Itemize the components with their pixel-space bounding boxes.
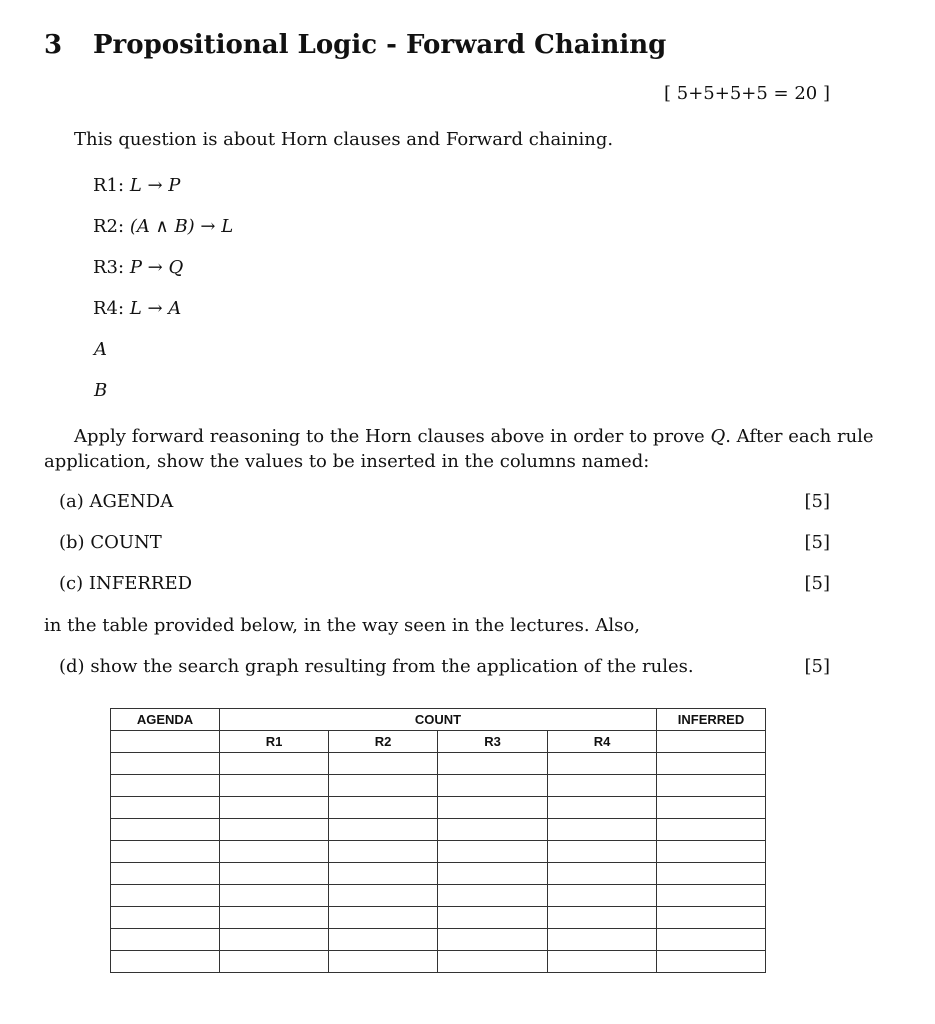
clause-expression: L → A bbox=[129, 298, 182, 319]
cell-agenda[interactable] bbox=[111, 819, 220, 841]
cell-agenda[interactable] bbox=[111, 907, 220, 929]
cell-agenda[interactable] bbox=[111, 797, 220, 819]
cell-r4[interactable] bbox=[548, 885, 657, 907]
table-row bbox=[111, 929, 766, 951]
forward-chaining-table bbox=[110, 708, 766, 973]
cell-r3[interactable] bbox=[438, 929, 548, 951]
part-c bbox=[59, 573, 192, 594]
table-row bbox=[111, 863, 766, 885]
cell-inferred[interactable] bbox=[657, 841, 766, 863]
cell-r1[interactable] bbox=[220, 775, 329, 797]
cell-r1[interactable] bbox=[220, 863, 329, 885]
cell-inferred[interactable] bbox=[657, 819, 766, 841]
cell-r1[interactable] bbox=[220, 819, 329, 841]
cell-r2[interactable] bbox=[329, 819, 438, 841]
part-a bbox=[59, 491, 173, 512]
cell-r1[interactable] bbox=[220, 797, 329, 819]
clause-expression: P → Q bbox=[129, 257, 184, 278]
cell-inferred[interactable] bbox=[657, 863, 766, 885]
clause-r2 bbox=[93, 216, 233, 237]
cell-r2[interactable] bbox=[329, 929, 438, 951]
cell-r2[interactable] bbox=[329, 841, 438, 863]
cell-inferred[interactable] bbox=[657, 797, 766, 819]
table-subheader-row bbox=[111, 731, 766, 753]
cell-inferred[interactable] bbox=[657, 753, 766, 775]
cell-r1[interactable] bbox=[220, 841, 329, 863]
cell-inferred[interactable] bbox=[657, 951, 766, 973]
part-text: COUNT bbox=[90, 532, 162, 553]
section-title: Propositional Logic - Forward Chaining bbox=[93, 30, 667, 60]
table-row bbox=[111, 885, 766, 907]
subheader-r1: R1 bbox=[220, 731, 329, 753]
cell-r1[interactable] bbox=[220, 753, 329, 775]
table-row bbox=[111, 841, 766, 863]
cell-r2[interactable] bbox=[329, 951, 438, 973]
table-header-row bbox=[111, 709, 766, 731]
table-row bbox=[111, 819, 766, 841]
subheader-empty bbox=[657, 731, 766, 753]
part-b bbox=[59, 532, 162, 553]
part-b-marks: [5] bbox=[804, 532, 830, 553]
clause-r4 bbox=[93, 298, 181, 319]
cell-inferred[interactable] bbox=[657, 907, 766, 929]
cell-r3[interactable] bbox=[438, 885, 548, 907]
clause-expression: L → P bbox=[129, 175, 181, 196]
instruction-text: Apply forward reasoning to the Horn clauses above in order to prove bbox=[74, 426, 711, 447]
cell-r4[interactable] bbox=[548, 841, 657, 863]
part-label: (b) bbox=[59, 532, 85, 553]
cell-r2[interactable] bbox=[329, 775, 438, 797]
cell-r3[interactable] bbox=[438, 863, 548, 885]
cell-r2[interactable] bbox=[329, 753, 438, 775]
cell-r1[interactable] bbox=[220, 885, 329, 907]
subheader-r3: R3 bbox=[438, 731, 548, 753]
cell-inferred[interactable] bbox=[657, 885, 766, 907]
table-row bbox=[111, 797, 766, 819]
cell-agenda[interactable] bbox=[111, 775, 220, 797]
cell-r3[interactable] bbox=[438, 753, 548, 775]
cell-r4[interactable] bbox=[548, 951, 657, 973]
instruction-text: . After each rule bbox=[725, 426, 874, 447]
cell-r2[interactable] bbox=[329, 863, 438, 885]
cell-r4[interactable] bbox=[548, 797, 657, 819]
part-label: (c) bbox=[59, 573, 84, 594]
subheader-r4: R4 bbox=[548, 731, 657, 753]
intro-text: This question is about Horn clauses and Forward chaining. bbox=[74, 129, 614, 150]
part-text: AGENDA bbox=[89, 491, 174, 512]
clause-label: R4: bbox=[93, 298, 125, 319]
cell-r3[interactable] bbox=[438, 775, 548, 797]
part-text: show the search graph resulting from the application of the rules. bbox=[90, 656, 694, 677]
instruction-line-1 bbox=[74, 426, 874, 447]
cell-r3[interactable] bbox=[438, 797, 548, 819]
part-label: (a) bbox=[59, 491, 84, 512]
cell-r3[interactable] bbox=[438, 841, 548, 863]
fact-b: B bbox=[94, 380, 108, 401]
part-a-marks: [5] bbox=[804, 491, 830, 512]
cell-r2[interactable] bbox=[329, 907, 438, 929]
part-d-marks: [5] bbox=[804, 656, 830, 677]
clause-label: R1: bbox=[93, 175, 125, 196]
cell-inferred[interactable] bbox=[657, 929, 766, 951]
part-label: (d) bbox=[59, 656, 85, 677]
part-c-marks: [5] bbox=[804, 573, 830, 594]
cell-agenda[interactable] bbox=[111, 753, 220, 775]
header-inferred: INFERRED bbox=[657, 709, 766, 731]
header-agenda: AGENDA bbox=[111, 709, 220, 731]
cell-r1[interactable] bbox=[220, 907, 329, 929]
cell-inferred[interactable] bbox=[657, 775, 766, 797]
clause-r1 bbox=[93, 175, 180, 196]
after-parts-text: in the table provided below, in the way seen in the lectures. Also, bbox=[44, 615, 640, 636]
clause-r3 bbox=[93, 257, 183, 278]
cell-r1[interactable] bbox=[220, 951, 329, 973]
part-text: INFERRED bbox=[88, 573, 193, 594]
cell-r4[interactable] bbox=[548, 929, 657, 951]
cell-r3[interactable] bbox=[438, 819, 548, 841]
table-row bbox=[111, 951, 766, 973]
cell-agenda[interactable] bbox=[111, 885, 220, 907]
table-row bbox=[111, 753, 766, 775]
cell-agenda[interactable] bbox=[111, 863, 220, 885]
clause-label: R3: bbox=[93, 257, 125, 278]
cell-r3[interactable] bbox=[438, 951, 548, 973]
cell-agenda[interactable] bbox=[111, 951, 220, 973]
table-row bbox=[111, 775, 766, 797]
clause-label: R2: bbox=[93, 216, 125, 237]
clause-expression: (A ∧ B) → L bbox=[129, 216, 234, 237]
header-count: COUNT bbox=[220, 709, 657, 731]
subheader-empty bbox=[111, 731, 220, 753]
cell-r4[interactable] bbox=[548, 819, 657, 841]
cell-r3[interactable] bbox=[438, 907, 548, 929]
section-number: 3 bbox=[44, 30, 63, 60]
fact-a: A bbox=[94, 339, 107, 360]
cell-r2[interactable] bbox=[329, 885, 438, 907]
part-d bbox=[59, 656, 694, 677]
table-row bbox=[111, 907, 766, 929]
cell-r4[interactable] bbox=[548, 775, 657, 797]
cell-agenda[interactable] bbox=[111, 841, 220, 863]
cell-agenda[interactable] bbox=[111, 929, 220, 951]
cell-r4[interactable] bbox=[548, 863, 657, 885]
instruction-line-2: application, show the values to be inserted in the columns named: bbox=[44, 451, 650, 472]
cell-r2[interactable] bbox=[329, 797, 438, 819]
cell-r1[interactable] bbox=[220, 929, 329, 951]
goal-variable: Q bbox=[710, 426, 726, 447]
subheader-r2: R2 bbox=[329, 731, 438, 753]
total-marks: [ 5+5+5+5 = 20 ] bbox=[664, 83, 830, 104]
cell-r4[interactable] bbox=[548, 753, 657, 775]
cell-r4[interactable] bbox=[548, 907, 657, 929]
